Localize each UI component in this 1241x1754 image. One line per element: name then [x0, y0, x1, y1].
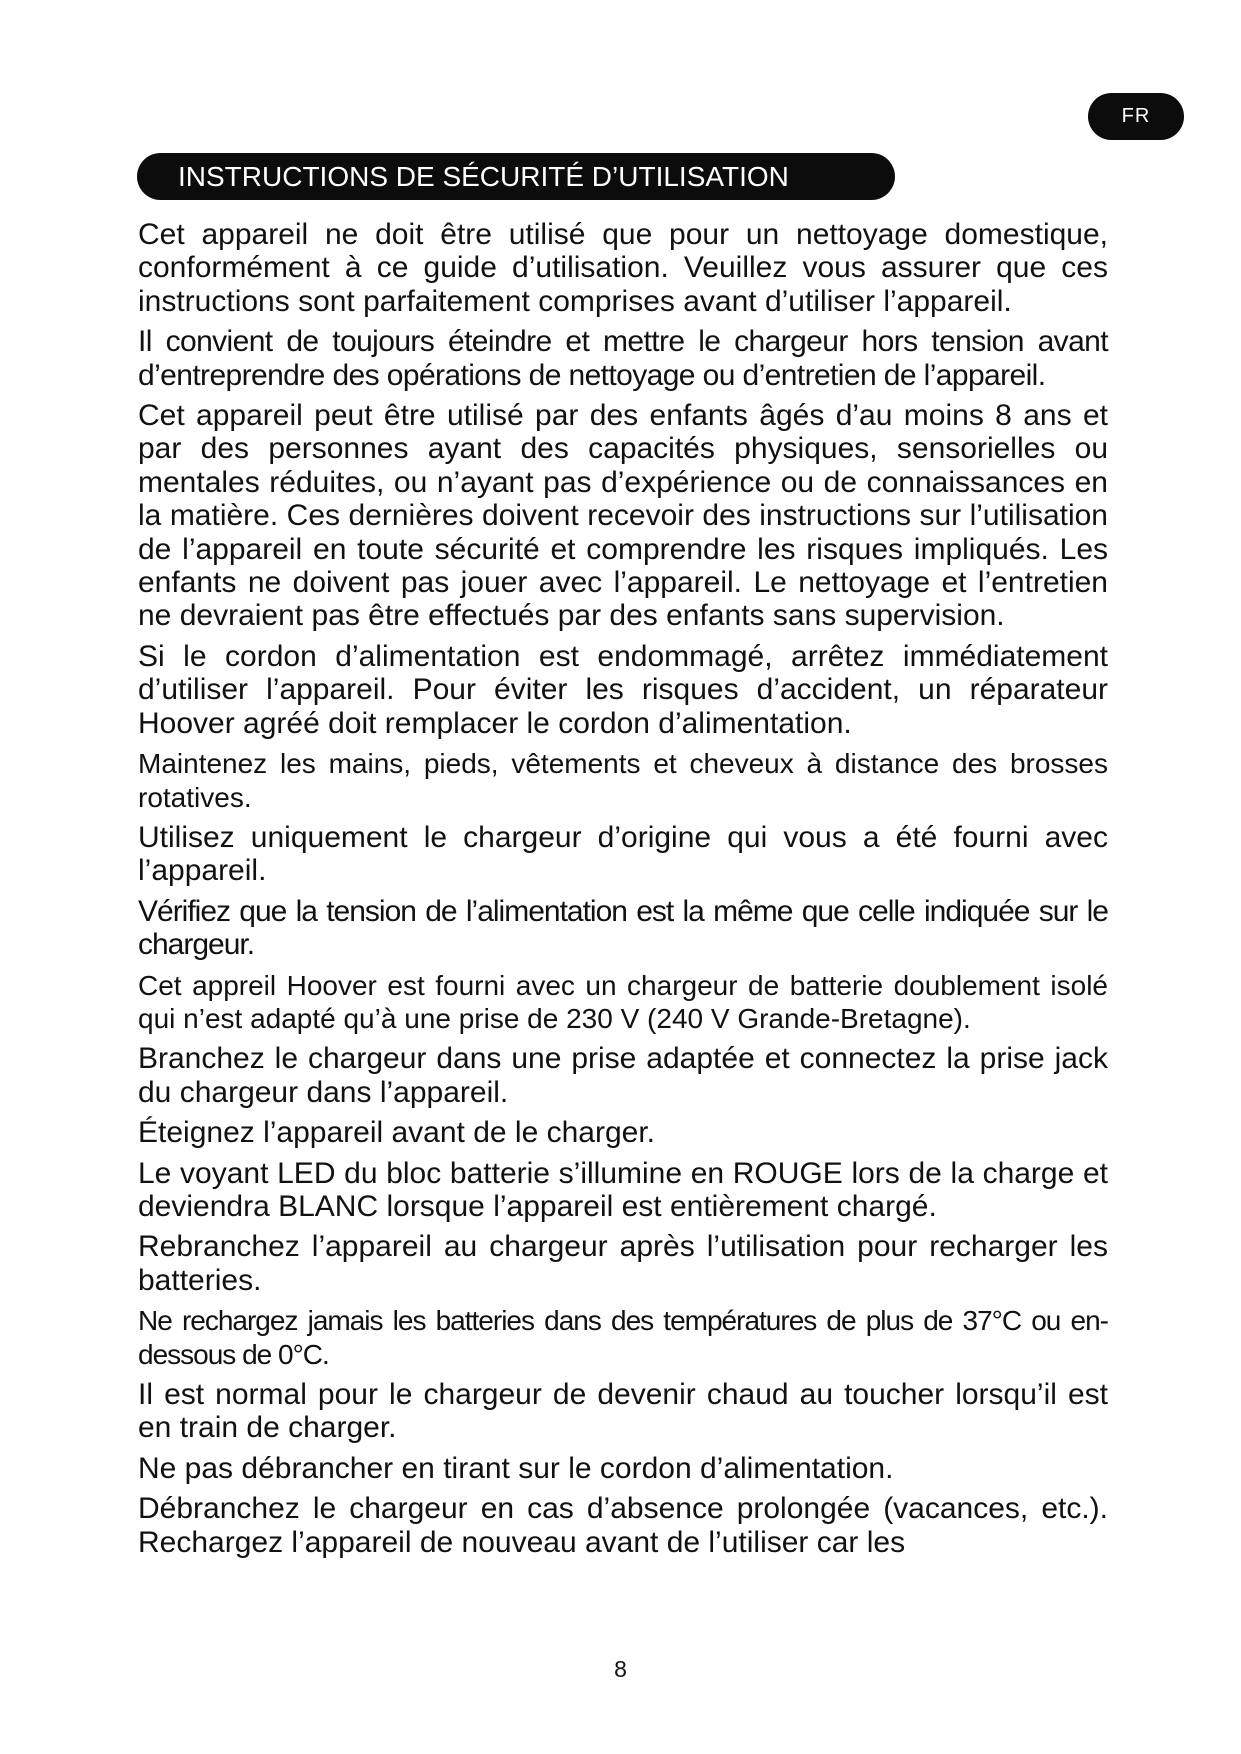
- paragraph-switch-off-charger: Il convient de toujours éteindre et mettre le chargeur hors tension avant d’entreprendre des opérations de nettoyage ou d’entretien de l’appareil.: [138, 325, 1108, 392]
- paragraph-rotating-brushes: Maintenez les mains, pieds, vêtements et cheveux à distance des brosses rotatives.: [138, 748, 1108, 813]
- paragraph-charger-warm: Il est normal pour le chargeur de devenir chaud au toucher lorsqu’il est en train de charger.: [138, 1378, 1108, 1445]
- language-badge: FR: [1088, 93, 1184, 140]
- paragraph-insulated-charger: Cet appreil Hoover est fourni avec un chargeur de batterie doublement isolé qui n’est adapté qu’à une prise de 230 V (240 V Grande-Bretagne).: [138, 969, 1108, 1034]
- paragraph-check-voltage: Vérifiez que la tension de l’alimentation est la même que celle indiquée sur le chargeur.: [138, 894, 1108, 962]
- paragraph-connect-charger: Branchez le chargeur dans une prise adaptée et connectez la prise jack du chargeur dans l’appareil.: [138, 1042, 1108, 1109]
- paragraph-recharge-after-use: Rebranchez l’appareil au chargeur après l’utilisation pour recharger les batteries.: [138, 1230, 1108, 1297]
- paragraph-unplug-when-absent: Débranchez le chargeur en cas d’absence prolongée (vacances, etc.). Rechargez l’appareil de nouveau avant de l’utiliser car les: [138, 1492, 1108, 1559]
- safety-instructions-body: [138, 218, 1108, 1566]
- paragraph-switch-off-before-charging: Éteignez l’appareil avant de le charger.: [138, 1116, 656, 1150]
- paragraph-damaged-cord: Si le cordon d’alimentation est endommagé, arrêtez immédiatement d’utiliser l’appareil. Pour éviter les risques d’accident, un réparateur Hoover agréé doit remplacer le cordon d’alimentation.: [138, 639, 1108, 740]
- paragraph-original-charger: Utilisez uniquement le chargeur d’origine qui vous a été fourni avec l’appareil.: [138, 820, 1108, 888]
- paragraph-led-indicator: Le voyant LED du bloc batterie s’illumine en ROUGE lors de la charge et deviendra BLANC lorsque l’appareil est entièrement chargé.: [138, 1156, 1108, 1223]
- paragraph-children-and-persons: Cet appareil peut être utilisé par des enfants âgés d’au moins 8 ans et par des personnes ayant des capacités physiques, sensorielles ou mentales réduites, ou n’ayant pas d’expérience ou de connaissances en la matière. Ces dernières doivent recevoir des instructions sur l’utilisation de l’appareil en toute sécurité et comprendre les risques impliqués. Les enfants ne doivent pas jouer avec l’appareil. Le nettoyage et l’entretien ne devraient pas être effectués par des enfants sans supervision.: [138, 399, 1108, 633]
- paragraph-do-not-pull-cord: Ne pas débrancher en tirant sur le cordon d’alimentation.: [138, 1451, 894, 1485]
- page-number: 8: [614, 1656, 627, 1682]
- paragraph-domestic-use: Cet appareil ne doit être utilisé que pour un nettoyage domestique, conformément à ce guide d’utilisation. Veuillez vous assurer que ces instructions sont parfaitement comprises avant d’utiliser l’appareil.: [138, 218, 1108, 318]
- paragraph-charging-temperature: Ne rechargez jamais les batteries dans des températures de plus de 37°C ou en-dessous de 0°C.: [138, 1305, 1108, 1370]
- section-title: INSTRUCTIONS DE SÉCURITÉ D’UTILISATION: [137, 153, 895, 200]
